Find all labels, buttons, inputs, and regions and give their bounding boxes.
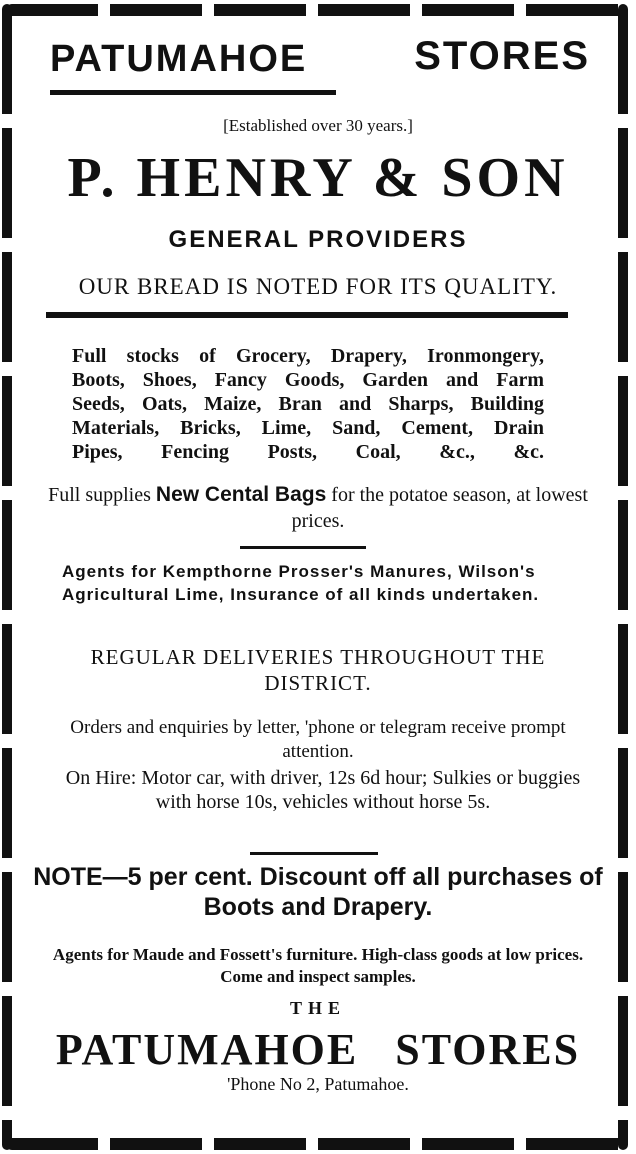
- proprietor-name: P. HENRY & SON: [67, 147, 569, 209]
- divider: [250, 852, 378, 855]
- divider: [240, 546, 366, 549]
- stock-line: Pipes, Fencing Posts, Coal, &c., &c.: [72, 441, 544, 463]
- bread-underline: [46, 312, 568, 318]
- stock-line: Seeds, Oats, Maize, Bran and Sharps, Building: [72, 393, 544, 415]
- border-top: [6, 4, 630, 16]
- bread-quality: OUR BREAD IS NOTED FOR ITS QUALITY.: [78, 274, 558, 299]
- title-underline: [50, 90, 336, 95]
- furniture-notice: Agents for Maude and Fossett's furniture. High-class goods at low prices. Come and inspect samples.: [52, 945, 584, 986]
- discount-note: NOTE—5 per cent. Discount off all purchases of Boots and Drapery.: [33, 863, 603, 921]
- agents-notice: Agents for Kempthorne Prosser's Manures, Wilson's Agricultural Lime, Insurance of all kinds undertaken.: [62, 562, 540, 604]
- border-bottom: [6, 1138, 630, 1150]
- deliveries-notice: REGULAR DELIVERIES THROUGHOUT THE DISTRICT.: [90, 645, 546, 695]
- tagline: GENERAL PROVIDERS: [168, 226, 468, 253]
- store-title-right: STORES: [414, 34, 590, 78]
- store-title-left: PATUMAHOE: [50, 38, 308, 80]
- supplies-suffix: for the potatoe season, at lowest prices.: [291, 484, 588, 532]
- stock-line: Full stocks of Grocery, Drapery, Ironmongery,: [72, 345, 544, 367]
- footer-store-name: PATUMAHOE STORES: [55, 1025, 581, 1074]
- orders-notice: Orders and enquiries by letter, 'phone or telegram receive prompt attention.: [70, 717, 566, 762]
- stock-line: Boots, Shoes, Fancy Goods, Garden and Farm: [72, 369, 544, 391]
- supplies-prefix: Full supplies: [48, 484, 156, 506]
- footer-phone: 'Phone No 2, Patumahoe.: [227, 1074, 409, 1094]
- established-note: [Established over 30 years.]: [223, 116, 413, 135]
- stock-line: Materials, Bricks, Lime, Sand, Cement, Drain: [72, 417, 544, 439]
- supplies-notice: [40, 482, 596, 534]
- stock-list: [72, 344, 544, 464]
- supplies-highlight: New Cental Bags: [155, 483, 327, 506]
- store-title: [40, 28, 600, 92]
- hire-notice: On Hire: Motor car, with driver, 12s 6d hour; Sulkies or buggies with horse 10s, vehicles without horse 5s.: [65, 767, 581, 813]
- footer-the: THE: [289, 998, 346, 1018]
